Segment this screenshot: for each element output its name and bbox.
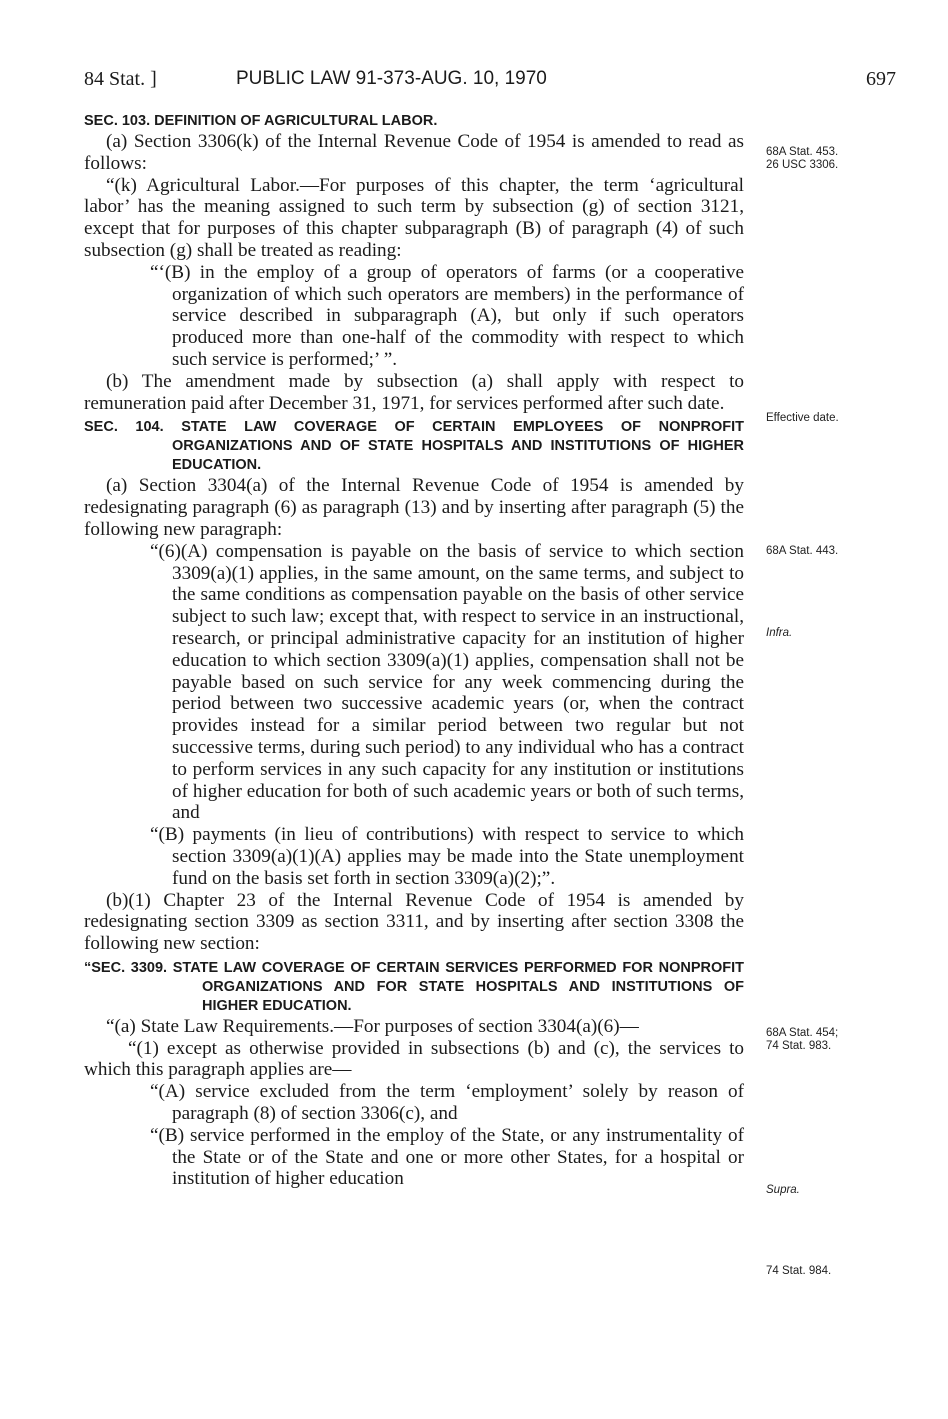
section-104-heading: SEC. 104. STATE LAW COVERAGE OF CERTAIN EMPLOYEES OF NONPROFIT ORGANIZATIONS AND OF STATE HOSPITALS AND INSTITUTIONS OF HIGHER EDUCATION. (84, 419, 744, 474)
page-title: PUBLIC LAW 91-373-AUG. 10, 1970 (236, 68, 547, 89)
section-3309-heading: “SEC. 3309. STATE LAW COVERAGE OF CERTAIN SERVICES PERFORMED FOR NONPROFIT ORGANIZATIONS AND FOR STATE HOSPITALS AND INSTITUTIONS OF HIGHER EDUCATION. (84, 959, 744, 1014)
section-103-k: “(k) Agricultural Labor.—For purposes of this chapter, the term ‘agricultural labor’ has the meaning assigned to such term by subsection (g) of section 3121, except that for purposes of this chapter subparagraph (B) of paragraph (4) of such subsection (g) shall be treated as reading: (84, 174, 744, 261)
margin-note-effective-date: Effective date. (766, 412, 839, 424)
section-3309-a1: “(1) except as otherwise provided in subsections (b) and (c), the services to which this paragraph applies are— (84, 1037, 744, 1081)
page-number: 697 (866, 68, 896, 90)
page-header (84, 68, 896, 96)
section-3309-B: “(B) service performed in the employ of the State, or any instrumentality of the State or of the State and one or more other States, for a hospital or institution of higher education (150, 1124, 744, 1190)
margin-note-supra: Supra. (766, 1184, 800, 1196)
section-3309-A: “(A) service excluded from the term ‘employment’ solely by reason of paragraph (8) of section 3306(c), and (150, 1081, 744, 1125)
margin-note-citation: 68A Stat. 454; 74 Stat. 983. (766, 1027, 839, 1052)
section-3309-a: “(a) State Law Requirements.—For purposes of section 3304(a)(6)— (106, 1015, 639, 1037)
section-103-heading: SEC. 103. DEFINITION OF AGRICULTURAL LABOR. (84, 113, 438, 129)
margin-note-infra: Infra. (766, 627, 793, 639)
section-104-b1: (b)(1) Chapter 23 of the Internal Revenue Code of 1954 is amended by redesignating section 3309 as section 3311, and by inserting after section 3308 the following new section: (84, 889, 744, 955)
section-103-B: “‘(B) in the employ of a group of operators of farms (or a cooperative organization of which such operators are members) in the performance of service described in subparagraph (A), but only if such operators produced more than one-half of the commodity with respect to which such service is performed;’ ”. (150, 261, 744, 370)
section-103-b: (b) The amendment made by subsection (a) shall apply with respect to remuneration paid after December 31, 1971, for services performed after such date. (84, 370, 744, 414)
margin-note-citation: 74 Stat. 984. (766, 1265, 832, 1277)
margin-note-citation: 68A Stat. 443. (766, 545, 839, 557)
section-104-a: (a) Section 3304(a) of the Internal Revenue Code of 1954 is amended by redesignating paragraph (6) as paragraph (13) and by inserting after paragraph (5) the following new paragraph: (84, 475, 744, 540)
section-104-6A: “(6)(A) compensation is payable on the basis of service to which section 3309(a)(1) applies, in the same amount, on the same terms, and subject to the same conditions as compensation payable on the basis of other service subject to such law; except that, with respect to service in an instructional, research, or principal administrative capacity for an institution of higher education to which section 3309(a)(1) applies, compensation shall not be payable based on such service for any week commencing during the period between two successive academic years (or, when the contract provides instead for a similar period between two regular but not successive terms, during such period) to any individual who has a contract to perform services in any such capacity for any institution or institutions of higher education for both of such academic years or both of such terms, and (150, 540, 744, 824)
section-104-6B: “(B) payments (in lieu of contributions) with respect to service to which section 3309(a)(1)(A) applies may be made into the State unemployment fund on the basis set forth in section 3309(a)(2);”. (150, 824, 744, 889)
section-103-a: (a) Section 3306(k) of the Internal Revenue Code of 1954 is amended to read as follows: (84, 131, 744, 174)
main-text (84, 112, 744, 1190)
statute-volume: 84 Stat. ] (84, 68, 157, 90)
margin-note-citation: 68A Stat. 453. 26 USC 3306. (766, 146, 839, 171)
